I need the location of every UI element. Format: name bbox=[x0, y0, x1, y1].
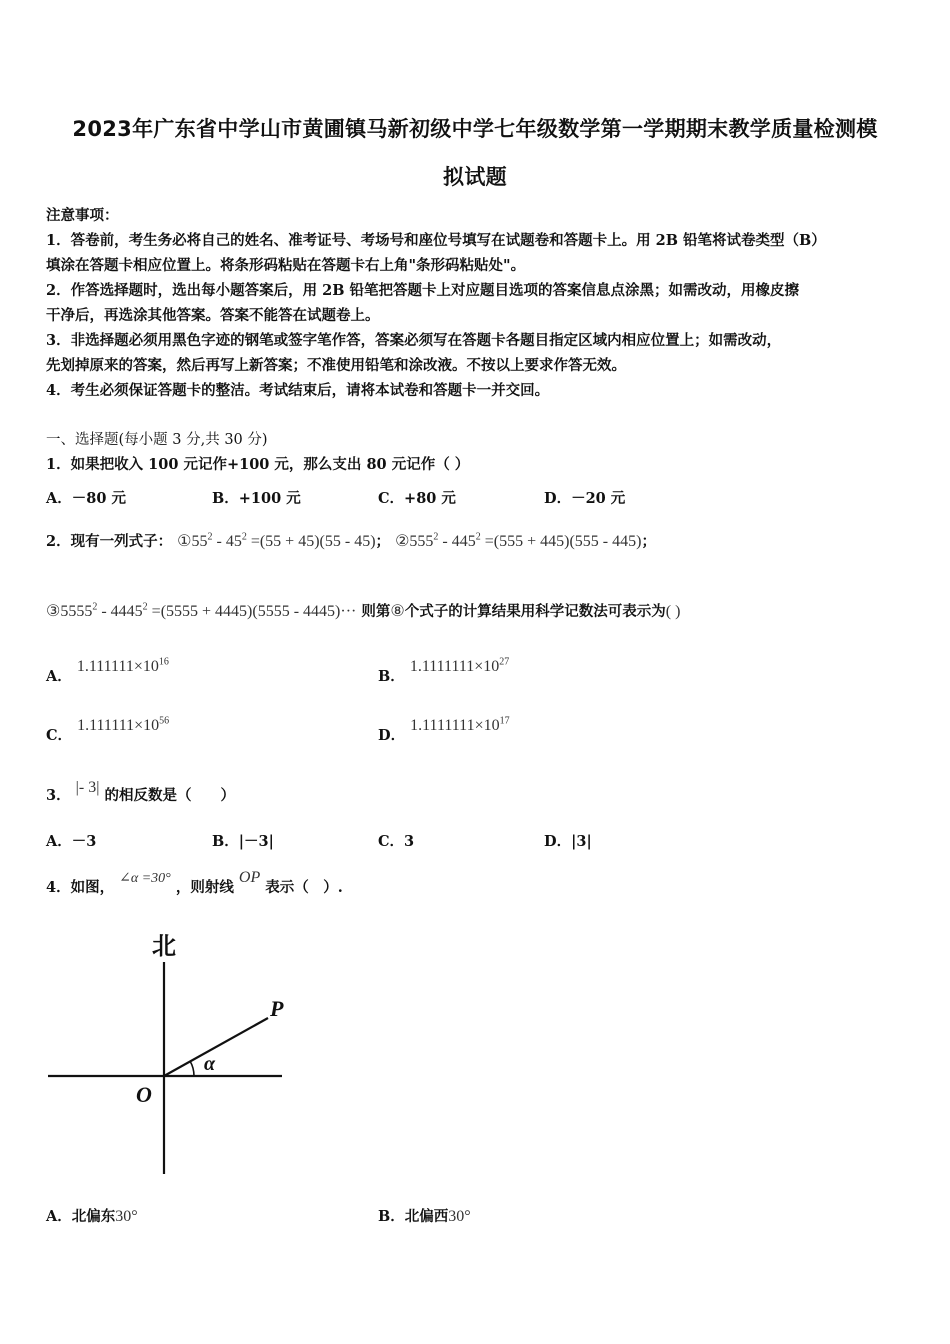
q2-option-a: A． $1.111111\times 10^{16}$ bbox=[46, 656, 169, 685]
q1-option-b: B．+100 元 bbox=[212, 490, 301, 507]
q3-stem: 的相反数是（ ） bbox=[104, 787, 235, 804]
section-1-heading: 一、选择题(每小题 3 分,共 30 分) bbox=[46, 432, 268, 448]
q4-stem-line bbox=[46, 866, 343, 896]
q2-eighth-symbol: ⑧ bbox=[390, 603, 405, 620]
q3-option-a: A．－3 bbox=[46, 833, 97, 850]
q3-option-d: D．|3| bbox=[544, 833, 592, 850]
figure-north-label: 北 bbox=[152, 934, 176, 960]
q3-number: 3． bbox=[46, 787, 71, 804]
note-3b: 先划掉原来的答案，然后再写上新答案；不准使用铅笔和涂改液。不按以上要求作答无效。 bbox=[46, 357, 626, 374]
q2-expr-3: ③5555$^2$ - $4445^2 =(5555 + 4445)(5555 - 4445)\cdot\cdot\cdot$ bbox=[46, 601, 357, 620]
q4-post: 表示（ ）. bbox=[265, 879, 343, 896]
note-1a: 1．答卷前，考生务必将自己的姓名、准考证号、考场号和座位号填写在试题卷和答题卡上。用 2B 铅笔将试卷类型（B） bbox=[46, 232, 826, 249]
figure-origin-o: O bbox=[136, 1082, 152, 1107]
q3-stem-line bbox=[46, 776, 235, 804]
q2-expr-line-3 bbox=[46, 600, 680, 621]
note-3a: 3．非选择题必须用黑色字迹的钢笔或签字笔作答，答案必须写在答题卡各题目指定区域内相应位置上；如需改动， bbox=[46, 332, 782, 349]
note-4: 4．考生必须保证答题卡的整洁。考试结束后，请将本试卷和答题卡一并交回。 bbox=[46, 382, 550, 399]
notes-heading: 注意事项： bbox=[46, 207, 119, 224]
q4-option-b: B．北偏西30° bbox=[378, 1208, 471, 1225]
note-2b: 干净后，再选涂其他答案。答案不能答在试题卷上。 bbox=[46, 307, 380, 324]
q1-option-d: D．－20 元 bbox=[544, 490, 626, 507]
q2-option-c: C． $1.111111\times 10^{56}$ bbox=[46, 715, 170, 744]
figure-point-p: P bbox=[270, 996, 284, 1021]
q4-ray: OP bbox=[238, 869, 261, 886]
q2-option-b: B． $1.1111111\times 10^{27}$ bbox=[378, 656, 510, 685]
q4-mid: ，则射线 bbox=[175, 879, 234, 896]
q1-stem: 1．如果把收入 100 元记作+100 元，那么支出 80 元记作（ ） bbox=[46, 456, 470, 473]
q3-abs-expr: |- 3| bbox=[75, 779, 100, 796]
q4-pre: 4．如图， bbox=[46, 879, 115, 896]
exam-title-line1: 2023年广东省中学山市黄圃镇马新初级中学七年级数学第一学期期末教学质量检测模 bbox=[72, 117, 878, 141]
q2-expr-1: $①55^2 - 45^2 =(55 + 45)(55 - 45)$ bbox=[177, 531, 376, 550]
note-1b: 填涂在答题卡相应位置上。将条形码粘贴在答题卡右上角"条形码粘贴处"。 bbox=[46, 257, 526, 274]
q2-answer-paren: ( ) bbox=[665, 603, 681, 620]
q4-option-a: A．北偏东30° bbox=[46, 1208, 138, 1225]
q3-option-c: C．3 bbox=[378, 833, 415, 850]
q1-option-a: A．－80 元 bbox=[46, 490, 126, 507]
q2-stem-line bbox=[46, 530, 656, 551]
note-2a: 2．作答选择题时，选出每小题答案后，用 2B 铅笔把答题卡上对应题目选项的答案信息点涂黑；如需改动，用橡皮擦 bbox=[46, 282, 800, 299]
figure-alpha-label: α bbox=[204, 1053, 216, 1075]
q2-tail-2: 个式子的计算结果用科学记数法可表示为 bbox=[404, 603, 666, 620]
q2-stem: 2．现有一列式子： bbox=[46, 533, 173, 550]
exam-title-line2: 拟试题 bbox=[443, 165, 507, 189]
figure-angle-arc bbox=[190, 1061, 194, 1076]
q3-option-b: B．|－3| bbox=[212, 833, 274, 850]
q2-expr-2: $②555^2 - 445^2 =(555 + 445)(555 - 445)$ bbox=[395, 531, 642, 550]
q2-option-d: D． $1.1111111\times 10^{17}$ bbox=[378, 715, 510, 744]
q2-sep-2: ； bbox=[641, 533, 656, 550]
figure-ray-op bbox=[164, 1018, 268, 1076]
q2-sep-1: ； bbox=[375, 533, 391, 550]
q4-angle: ∠α =30° bbox=[119, 871, 171, 886]
q4-figure bbox=[40, 920, 300, 1180]
q1-option-c: C．+80 元 bbox=[378, 490, 456, 507]
q2-tail-1: 则第 bbox=[361, 603, 391, 620]
